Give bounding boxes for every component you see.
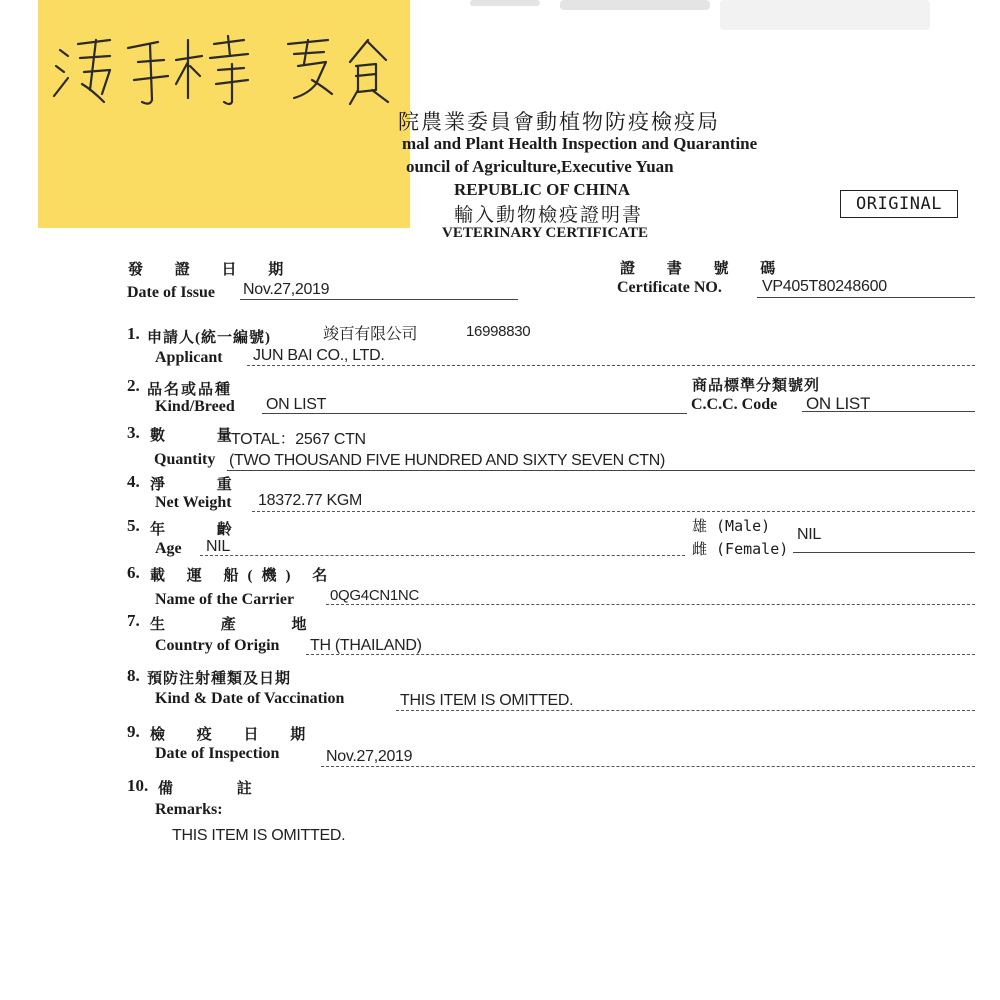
net-weight-label-cn: 淨 重: [150, 477, 256, 493]
applicant-value: JUN BAI CO., LTD.: [253, 347, 385, 364]
carrier-underline: [326, 604, 975, 605]
origin-value: TH (THAILAND): [310, 637, 422, 654]
field-number: 5.: [127, 516, 140, 535]
quantity-total: TOTAL：2567 CTN: [231, 431, 366, 448]
issue-date-underline: [240, 299, 518, 300]
applicant-id-number: 16998830: [466, 323, 531, 340]
issue-date-label-cn: 發 證 日 期: [128, 262, 298, 278]
field-number: 10.: [127, 776, 149, 795]
field-number: 2.: [127, 376, 140, 395]
issue-date-label: Date of Issue: [127, 284, 215, 301]
age-label-cn: 年 齡: [150, 522, 256, 538]
remarks-label: Remarks:: [155, 801, 223, 818]
quantity-label: Quantity: [154, 451, 216, 468]
remarks-value: THIS ITEM IS OMITTED.: [172, 827, 346, 844]
sex-value: NIL: [797, 526, 821, 543]
carrier-label: Name of the Carrier: [155, 591, 295, 608]
council-title: ouncil of Agriculture,Executive Yuan: [406, 157, 674, 176]
field-number: 7.: [127, 611, 140, 630]
certificate-no-value: VP405T80248600: [762, 278, 887, 295]
ccc-code-underline: [802, 411, 975, 412]
remarks-label-cn: 備 註: [158, 781, 282, 797]
female-label: 雌 (Female): [692, 540, 789, 558]
inspection-label: Date of Inspection: [155, 745, 280, 762]
vaccination-label-cn: 預防注射種類及日期: [147, 671, 292, 687]
field-number: 8.: [127, 666, 140, 685]
age-value: NIL: [206, 538, 230, 555]
kind-value: ON LIST: [266, 396, 327, 413]
certificate-no-underline: [757, 297, 975, 298]
origin-label: Country of Origin: [155, 637, 280, 654]
origin-label-cn: 生 產 地: [150, 617, 333, 633]
carrier-label-cn: 載 運 船(機) 名: [150, 568, 337, 584]
kind-label-cn: 品名或品種: [147, 382, 233, 398]
field-number: 6.: [127, 563, 140, 582]
country-title: REPUBLIC OF CHINA: [454, 180, 630, 199]
scan-smudge: [560, 0, 710, 10]
certificate-title-en: VETERINARY CERTIFICATE: [442, 225, 649, 241]
sticky-note: [38, 0, 410, 228]
sex-underline: [793, 552, 975, 553]
agency-title-cn: 院農業委員會動植物防疫檢疫局: [398, 110, 720, 134]
age-label: Age: [155, 540, 182, 557]
ccc-code-label: C.C.C. Code: [691, 396, 778, 413]
scan-smudge: [720, 0, 930, 30]
inspection-value: Nov.27,2019: [326, 748, 413, 765]
quantity-underline: [227, 470, 975, 471]
applicant-label: Applicant: [155, 349, 223, 366]
quantity-label-cn: 數 量: [150, 428, 256, 444]
kind-underline: [262, 413, 687, 414]
applicant-underline: [247, 365, 975, 366]
certificate-no-label-cn: 證 書 號 碼: [620, 261, 790, 277]
certificate-title-cn: 輸入動物檢疫證明書: [454, 205, 644, 226]
field-number: 4.: [127, 472, 140, 491]
net-weight-label: Net Weight: [155, 494, 232, 511]
male-label: 雄 (Male): [692, 517, 771, 535]
net-weight-underline: [252, 511, 975, 512]
applicant-name-cn: 竣百有限公司: [323, 326, 418, 343]
age-underline: [200, 555, 685, 556]
net-weight-value: 18372.77 KGM: [258, 492, 363, 509]
handwritten-note: [38, 0, 410, 228]
issue-date-value: Nov.27,2019: [243, 281, 330, 298]
vaccination-underline: [396, 710, 975, 711]
vaccination-value: THIS ITEM IS OMITTED.: [400, 692, 574, 709]
carrier-value: 0QG4CN1NC: [330, 587, 419, 604]
agency-title-en: mal and Plant Health Inspection and Quarantine: [402, 134, 758, 153]
field-number: 3.: [127, 423, 140, 442]
scan-smudge: [470, 0, 540, 6]
inspection-label-cn: 檢 疫 日 期: [150, 727, 320, 743]
field-number: 9.: [127, 722, 140, 741]
ccc-code-label-cn: 商品標準分類號列: [692, 378, 821, 394]
field-number: 1.: [127, 324, 140, 343]
original-stamp: ORIGINAL: [840, 190, 958, 218]
quantity-value: (TWO THOUSAND FIVE HUNDRED AND SIXTY SEVEN CTN): [229, 452, 666, 469]
kind-label: Kind/Breed: [155, 398, 235, 415]
vaccination-label: Kind & Date of Vaccination: [155, 690, 345, 707]
ccc-code-value: ON LIST: [806, 394, 871, 413]
certificate-no-label: Certificate NO.: [617, 279, 722, 296]
inspection-underline: [321, 766, 975, 767]
origin-underline: [306, 654, 975, 655]
applicant-label-cn: 申請人(統一編號): [147, 330, 271, 346]
